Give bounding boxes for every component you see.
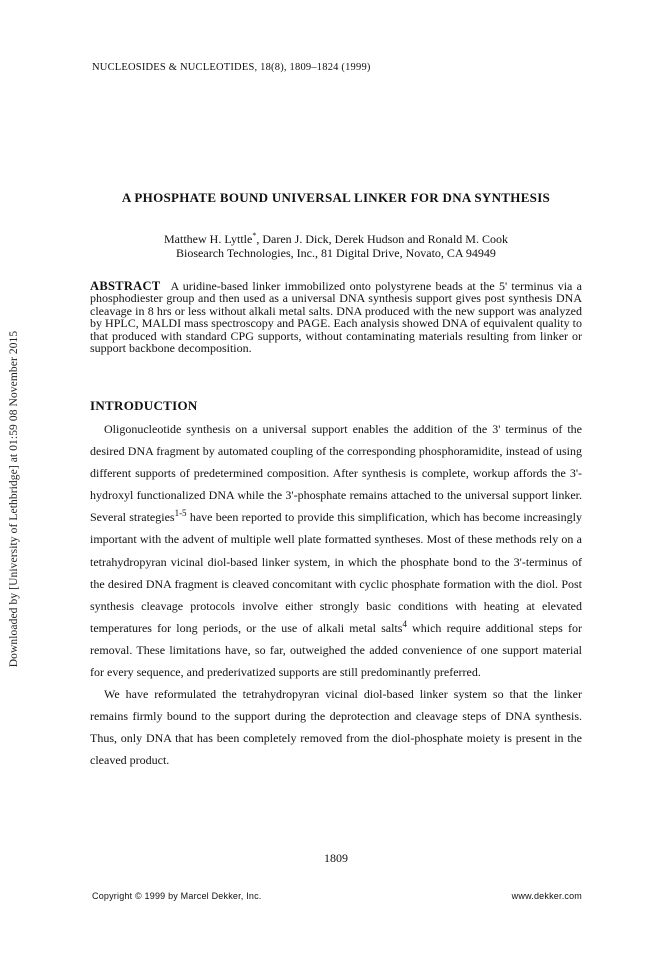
citation-ref-4: 4 (402, 618, 407, 629)
abstract-label: ABSTRACT (90, 279, 161, 293)
author-affiliation: Biosearch Technologies, Inc., 81 Digital Drive, Novato, CA 94949 (176, 245, 496, 260)
journal-header: NUCLEOSIDES & NUCLEOTIDES, 18(8), 1809–1824 (1999) (92, 62, 371, 73)
introduction-paragraph-1 (90, 418, 582, 683)
paragraph-1-part-b: have been reported to provide this simplification, which has become increasingly important with the advent of multiple well plate formatted syntheses. Most of these methods rely on a tetrahydropyran vicinal diol-based linker system, in which the phosphate bond to the 3'-terminus of the desired DNA fragment is cleaved concomitant with cyclic phosphate formation with the diol. Post synthesis cleavage protocols involve either strongly basic conditions with heating at elevated temperatures for long periods, or the use of alkali metal salts (90, 510, 582, 635)
author-block (0, 229, 672, 260)
introduction-heading: INTRODUCTION (90, 398, 198, 413)
download-watermark-text: Downloaded by [University of Lethbridge] at 01:59 08 November 2015 (8, 330, 20, 668)
author-first: Matthew H. Lyttle (164, 232, 253, 246)
abstract-text: A uridine-based linker immobilized onto polystyrene beads at the 5' terminus via a phosphodiester group and then used as a universal DNA synthesis support gives post synthesis DNA cleavage in 8 hrs or less without alkali metal salts. DNA produced with the new support was analyzed by HPLC, MALDI mass spectroscopy and PAGE. Each analysis showed DNA of equivalent quality to that produced with standard CPG supports, without contaminating materials resulting from linker or support backbone decomposition. (90, 279, 582, 356)
author-others: , Daren J. Dick, Derek Hudson and Ronald M. Cook (256, 232, 508, 246)
download-watermark (4, 284, 24, 714)
introduction-paragraph-2: We have reformulated the tetrahydropyran vicinal diol-based linker system so that the linker remains firmly bound to the support during the deprotection and cleavage steps of DNA synthesis. Thus, only DNA that has been completely removed from the diol-phosphate moiety is present in the cleaved product. (90, 687, 582, 768)
article-title: A PHOSPHATE BOUND UNIVERSAL LINKER FOR DNA SYNTHESIS (121, 190, 551, 205)
paragraph-1-part-a: Oligonucleotide synthesis on a universal support enables the addition of the 3' terminus of the desired DNA fragment by automated coupling of the corresponding phosphoramidite, instead of using different supports of predetermined composition. After synthesis is complete, workup affords the 3'-hydroxyl functionalized DNA while the 3'-phosphate remains attached to the universal support linker. Several strategies (90, 422, 582, 525)
citation-ref-1-5: 1-5 (174, 508, 187, 519)
abstract (90, 280, 582, 354)
page-number: 1809 (324, 851, 348, 865)
author-names (0, 229, 672, 247)
publisher-website: www.dekker.com (511, 891, 582, 901)
introduction-body (90, 418, 582, 772)
copyright-notice: Copyright © 1999 by Marcel Dekker, Inc. (92, 891, 262, 901)
corresponding-author-mark: * (252, 231, 257, 240)
paragraph-1-part-c: which require additional steps for removal. These limitations have, so far, outweighed the added convenience of one support material for every sequence, and prederivatized supports are still predominantly preferred. (90, 620, 582, 680)
